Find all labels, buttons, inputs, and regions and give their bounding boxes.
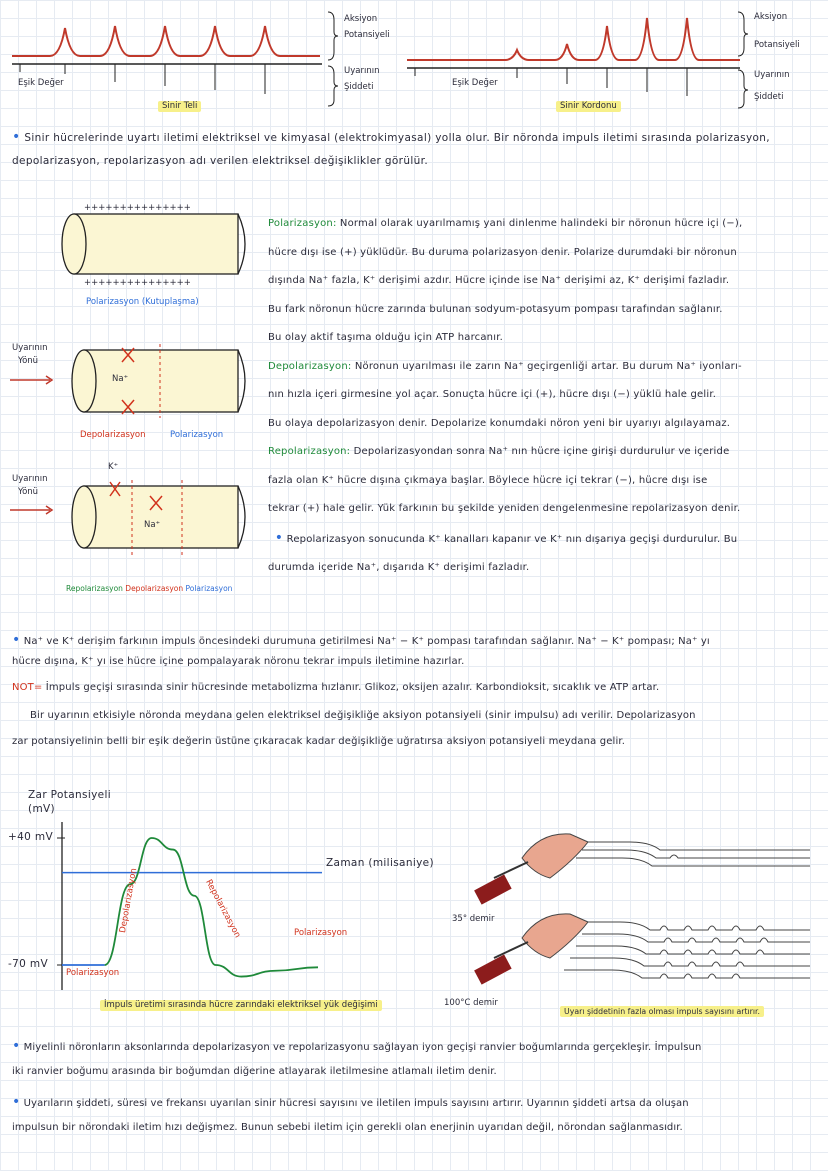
myelin-line-1: Miyelinli nöronların aksonlarında depolarizasyon ve repolarizasyonu sağlayan iyon geçişi ranvier boğumlarında gerçekleşir. İmpulsun bbox=[23, 1042, 702, 1053]
polarization-heading: Polarizasyon: bbox=[268, 218, 337, 229]
polarization-caption-2: Polarizasyon bbox=[170, 430, 224, 440]
polarization-line-1: Normal olarak uyarılmamış yani dinlenme halindeki bir nöronun hücre içi (−), bbox=[339, 218, 743, 229]
bullet-icon: • bbox=[12, 632, 21, 648]
myelin-line-2: iki ranvier boğumu arasında bir boğumdan diğerine atlayarak iletilmesine atlamalı iletim denir. bbox=[12, 1066, 497, 1077]
depolarization-heading: Depolarizasyon: bbox=[268, 360, 352, 372]
action-line-2: zar potansiyelinin belli bir eşik değerin üstüne çıkaracak kadar değişikliğe uğratırsa aksiyon potansiyeli meydana gelir. bbox=[12, 736, 626, 747]
ytick-minus70: -70 mV bbox=[8, 958, 48, 970]
brace-bottom-label-2: Şiddeti bbox=[344, 82, 374, 92]
repolarization-line-2: fazla olan K⁺ hücre dışına çıkmaya başlar. Böylece hücre içi tekrar (−), hücre dışı ise bbox=[268, 474, 708, 486]
depolarization-line-1: Nöronun uyarılması ile zarın Na⁺ geçirgenliği artar. Bu durum Na⁺ iyonları- bbox=[354, 360, 742, 372]
sinir-teli-caption: Sinir Teli bbox=[158, 101, 201, 112]
intro-line-2: depolarizasyon, repolarizasyon adı verilen elektriksel değişiklikler görülür. bbox=[12, 155, 429, 167]
repol-bullet-line-1: Repolarizasyon sonucunda K⁺ kanalları kapanır ve K⁺ nın dışarıya geçişi durdurulur. Bu bbox=[286, 533, 738, 545]
stimulus-direction-4: Yönü bbox=[18, 487, 39, 497]
brace-bottom-label-1: Uyarının bbox=[344, 66, 380, 76]
stimulus-direction-2: Yönü bbox=[18, 356, 39, 366]
bottom-section bbox=[12, 1034, 701, 1140]
brace-top-label-right-2: Potansiyeli bbox=[754, 40, 800, 50]
stimulus-direction-3: Uyarının bbox=[12, 474, 48, 484]
chart-ylabel: Zar Potansiyeli (mV) bbox=[28, 789, 112, 815]
k-ion-label: K⁺ bbox=[108, 462, 119, 472]
intensity-line-1: Uyarıların şiddeti, süresi ve frekansı uyarılan sinir hücresi sayısını ve iletilen impuls sayısını artırır. Uyarının şiddeti artsa da oluşan bbox=[23, 1098, 689, 1109]
brace-top-label-1: Aksiyon bbox=[344, 14, 378, 24]
threshold-label-right: Eşik Değer bbox=[452, 78, 498, 88]
polarization-line-5: Bu olay aktif taşıma olduğu için ATP harcanır. bbox=[268, 332, 503, 343]
bullet-icon: • bbox=[12, 1038, 21, 1054]
sinir-kordonu-caption: Sinir Kordonu bbox=[556, 101, 621, 112]
na-ion-label: Na⁺ bbox=[112, 374, 129, 384]
ytick-plus40: +40 mV bbox=[8, 831, 54, 843]
charge-row-bottom: +++++++++++++++ bbox=[84, 278, 191, 288]
note-label: NOT= bbox=[12, 682, 43, 693]
intensity-line-2: impulsun bir nörondaki iletim hızı değişmez. Bunun sebebi iletim için gerekli olan enerjinin uyarıdan değil, nörondan sağlanmasıdır. bbox=[12, 1122, 683, 1133]
chart-label-polarization-1: Polarizasyon bbox=[66, 968, 120, 978]
note-text: İmpuls geçişi sırasında sinir hücresinde metabolizma hızlanır. Glikoz, oksijen azalır. Karbondioksit, sıcaklık ve ATP artar. bbox=[45, 682, 660, 693]
chart-segment-action-potential bbox=[105, 838, 318, 977]
brace-top-label-right-1: Aksiyon bbox=[754, 12, 788, 22]
repolarization-line-3: tekrar (+) hale gelir. Yük farkının bu şekilde yeniden dengelenmesine repolarizasyon denir. bbox=[268, 503, 741, 514]
repolarization-line-1: Depolarizasyondan sonra Na⁺ nın hücre içine girişi durdurulur ve içeride bbox=[353, 446, 730, 457]
polarization-caption: Polarizasyon (Kutuplaşma) bbox=[86, 297, 199, 307]
pump-line-1: Na⁺ ve K⁺ derişim farkının impuls öncesindeki durumuna getirilmesi Na⁺ − K⁺ pompası tarafından sağlanır. Na⁺ − K⁺ pompası; Na⁺ yı bbox=[23, 636, 710, 647]
chart-caption: İmpuls üretimi sırasında hücre zarındaki elektriksel yük değişimi bbox=[100, 1000, 382, 1011]
charge-row-top: +++++++++++++++ bbox=[84, 203, 191, 213]
threshold-label: Eşik Değer bbox=[18, 78, 64, 88]
repol-bullet-line-2: durumda içeride Na⁺, dışarıda K⁺ derişimi fazladır. bbox=[268, 562, 530, 573]
na-ion-label-2: Na⁺ bbox=[144, 520, 161, 530]
bullet-icon: • bbox=[12, 129, 21, 145]
bullet-icon: • bbox=[12, 1094, 21, 1110]
polarization-line-4: Bu fark nöronun hücre zarında bulunan sodyum-potasyum pompası tarafından sağlanır. bbox=[268, 303, 723, 315]
brace-top-label-2: Potansiyeli bbox=[344, 30, 390, 40]
depolarization-line-2: nın hızla içeri girmesine yol açar. Sonuçta hücre içi (+), hücre dışı (−) yüklü hale gelir. bbox=[268, 389, 717, 400]
temperature-label-35: 35° demir bbox=[452, 914, 495, 924]
chart-label-depolarization: Depolarizasyon bbox=[118, 867, 140, 934]
depolarization-line-3: Bu olaya depolarizasyon denir. Depolarize konumdaki nöron yeni bir uyarıyı algılayamaz. bbox=[268, 417, 731, 429]
stimulus-caption: Uyarı şiddetinin fazla olması impuls sayısını artırır. bbox=[560, 1006, 764, 1017]
intro-line-1: Sinir hücrelerinde uyartı iletimi elektriksel ve kimyasal (elektrokimyasal) yolla olur. Bir nöronda impuls iletimi sırasında polarizasyon, bbox=[24, 132, 770, 144]
polarization-line-2: hücre dışı ise (+) yüklüdür. Bu duruma polarizasyon denir. Polarize durumdaki bir nöronun bbox=[268, 246, 737, 258]
polarization-line-3: dışında Na⁺ fazla, K⁺ derişimi azdır. Hücre içinde ise Na⁺ derişimi az, K⁺ derişimi fazladır. bbox=[268, 275, 730, 286]
chart-xlabel: Zaman (milisaniye) bbox=[326, 857, 434, 869]
depolarization-caption: Depolarizasyon bbox=[80, 430, 146, 440]
chart-label-polarization-2: Polarizasyon bbox=[294, 928, 348, 938]
action-line-1: Bir uyarının etkisiyle nöronda meydana gelen elektriksel değişikliğe aksiyon potansiyeli (sinir impulsu) adı verilir. Depolarizasyon bbox=[30, 710, 696, 721]
polarization-caption-3: Polarizasyon bbox=[185, 584, 233, 593]
pump-line-2: hücre dışına, K⁺ yı ise hücre içine pompalayarak nöronu tekrar impuls iletimine hazırlar. bbox=[12, 656, 465, 667]
chart-label-repolarization: Repolarizasyon bbox=[203, 878, 243, 940]
depolarization-caption-2: Depolarizasyon bbox=[125, 584, 184, 593]
bullet-icon: • bbox=[274, 529, 284, 546]
stimulus-direction-1: Uyarının bbox=[12, 343, 48, 353]
brace-bottom-label-right-2: Şiddeti bbox=[754, 92, 784, 102]
stimulus-intensity-diagram bbox=[470, 820, 820, 1010]
repolarization-caption: Repolarizasyon bbox=[66, 584, 123, 593]
repolarization-heading: Repolarizasyon: bbox=[268, 446, 351, 457]
temperature-label-100: 100°C demir bbox=[444, 998, 498, 1008]
brace-bottom-label-right-1: Uyarının bbox=[754, 70, 790, 80]
